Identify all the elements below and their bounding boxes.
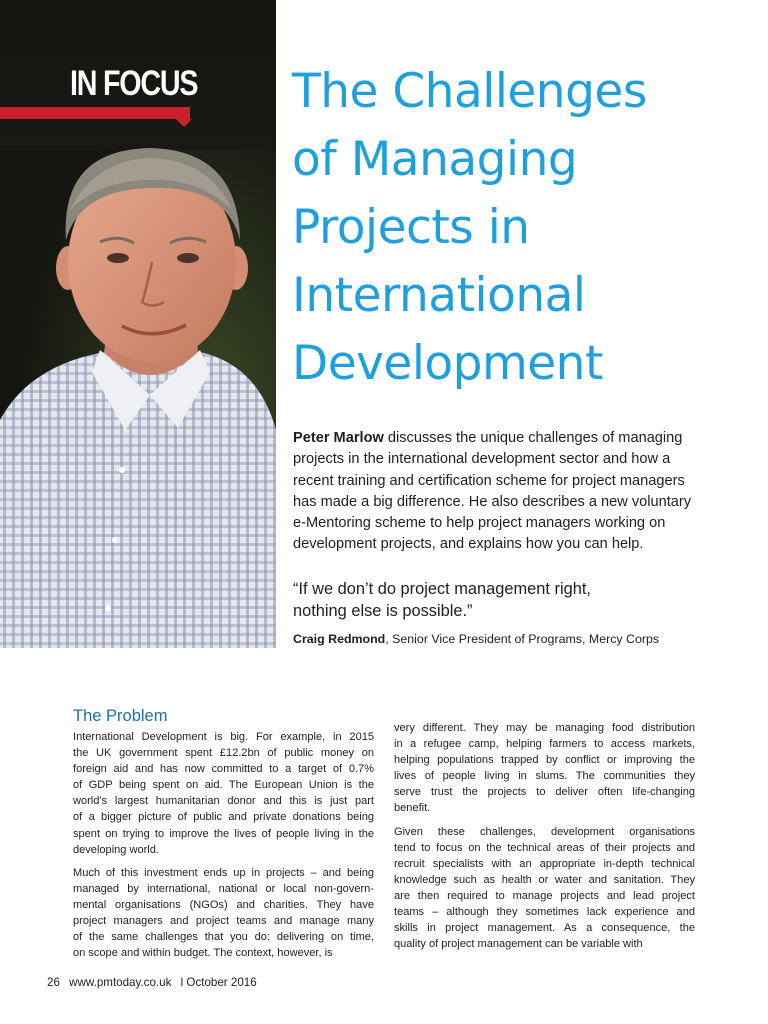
body-line: International Development is big. For example, in 2015 xyxy=(73,731,374,743)
article-title xyxy=(292,58,752,398)
body-line: benefit. xyxy=(394,802,431,815)
body-line: Given these challenges, development organisations xyxy=(394,825,695,838)
body-line: Much of this investment ends up in projects – and being xyxy=(73,866,374,879)
body-line: foreign aid and has now committed to a target of 0.7% xyxy=(73,763,374,776)
title-line: Projects in xyxy=(292,200,530,255)
body-paragraph xyxy=(394,824,695,953)
body-line: world’s largest humanitarian donor and this is just part xyxy=(73,795,374,808)
body-line: in a refugee camp, helping farmers to access markets, xyxy=(394,738,695,751)
quote-attribution-name: Craig Redmond xyxy=(293,632,386,646)
body-line: on scope and within budget. The context, however, is xyxy=(73,947,333,960)
body-line: of GDP being spent on aid. The European Union is the xyxy=(73,779,374,792)
left-column xyxy=(73,729,374,968)
body-line: the UK government spent £12.2bn of public money on xyxy=(73,747,374,760)
quote-line: nothing else is possible.” xyxy=(293,602,473,620)
section-heading: The Problem xyxy=(73,707,168,725)
body-line: helping populations trapped by conflict or improving the xyxy=(394,754,695,767)
title-line: of Managing xyxy=(292,132,578,187)
body-line: tend to focus on the technical areas of their projects and xyxy=(394,841,695,854)
quote-attribution xyxy=(293,631,713,647)
right-column xyxy=(394,720,695,959)
quote-line: “If we don’t do project management right, xyxy=(293,580,591,598)
body-line: of the same challenges that you do: delivering on time, xyxy=(73,931,374,944)
body-line: quality of project management can be variable with xyxy=(394,938,643,951)
footer-date: l October 2016 xyxy=(180,976,257,989)
body-line: are then required to manage projects and lead project xyxy=(394,889,695,902)
body-line: mental organisations (NGOs) and charities. They have xyxy=(73,898,374,911)
body-line: of a bigger picture of public and private donations being xyxy=(73,811,374,824)
body-line: knowledge such as health or water and sanitation. They xyxy=(394,873,695,886)
title-line: Development xyxy=(292,336,603,391)
body-line: recruit specialists with an appropriate in-depth technical xyxy=(394,857,695,870)
quote-attribution-role: , Senior Vice President of Programs, Mercy Corps xyxy=(385,632,660,646)
body-line: spent on trying to improve the lives of people living in the xyxy=(73,827,374,840)
section-label-notch xyxy=(176,119,192,127)
title-line: International xyxy=(292,268,586,323)
pull-quote xyxy=(293,578,713,622)
body-line: developing world. xyxy=(73,843,159,856)
body-line: serve trust the projects to deliver often life-changing xyxy=(394,786,695,799)
article-intro xyxy=(293,428,696,556)
page-number: 26 xyxy=(47,976,60,989)
footer-url: www.pmtoday.co.uk xyxy=(69,976,172,989)
body-paragraph xyxy=(73,729,374,858)
body-paragraph xyxy=(394,720,695,817)
intro-text: discusses the unique challenges of managing projects in the international development sector and how a recent training and certification scheme for project managers has made a big difference. He also describes a new voluntary e-Mentoring scheme to help project managers working on development projects, and explains how you can help. xyxy=(293,430,692,553)
body-line: very different. They may be managing food distribution xyxy=(394,722,695,734)
body-line: teams – although they sometimes lack experience and xyxy=(394,906,695,919)
section-label: IN FOCUS xyxy=(70,64,198,103)
intro-author: Peter Marlow xyxy=(293,430,384,446)
body-line: managed by international, national or local non-govern- xyxy=(73,882,374,895)
page-footer xyxy=(47,976,263,989)
body-line: lives of people living in slums. The communities they xyxy=(394,770,695,783)
author-photo xyxy=(0,0,276,648)
body-line: project managers and project teams and manage many xyxy=(73,915,374,928)
section-label-bar xyxy=(0,107,190,119)
body-line: skills in project management. As a consequence, the xyxy=(394,922,695,935)
body-paragraph xyxy=(73,865,374,962)
title-line: The Challenges xyxy=(292,64,647,119)
